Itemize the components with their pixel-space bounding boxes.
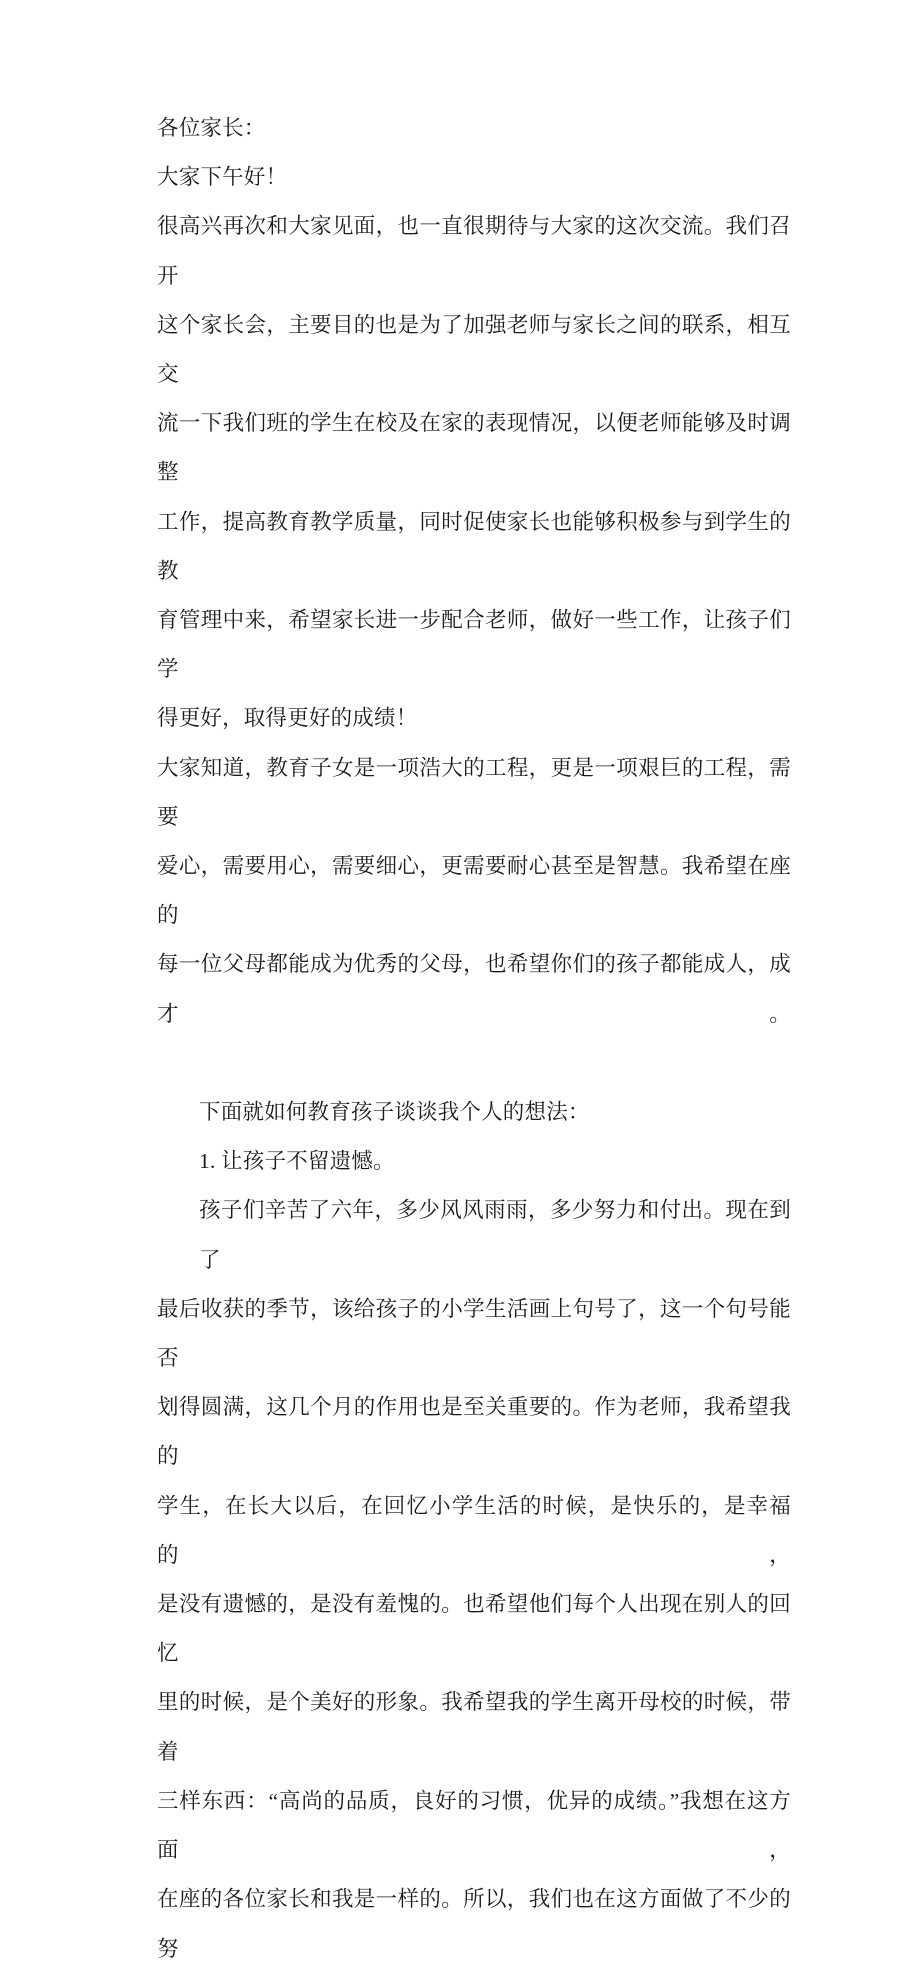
paragraph-1-line-6: 得更好，取得更好的成绩！ bbox=[157, 706, 418, 731]
paragraph-1-line-2: 这个家长会，主要目的也是为了加强老师与家长之间的联系，相互交 bbox=[157, 312, 791, 387]
paragraph-greeting-line: 大家下午好！ bbox=[157, 165, 288, 190]
paragraph-3-line-2: 最后收获的季节，该给孩子的小学生活画上句号了，这一个句号能否 bbox=[157, 1296, 791, 1371]
paragraph-2-line-2: 爱心，需要用心，需要细心，更需要耐心甚至是智慧。我希望在座的 bbox=[157, 854, 791, 928]
paragraph-3-line-6: 里的时候，是个美好的形象。我希望我的学生离开母校的时候，带着 bbox=[157, 1690, 791, 1764]
blank-spacer-line bbox=[157, 1039, 791, 1088]
paragraph-1-line-3: 流一下我们班的学生在校及在家的表现情况，以便老师能够及时调整 bbox=[157, 411, 791, 485]
paragraph-2-line-1: 大家知道，教育子女是一项浩大的工程，更是一项艰巨的工程，需要 bbox=[157, 755, 791, 829]
paragraph-3-line-1: 孩子们辛苦了六年，多少风风雨雨，多少努力和付出。现在到了 bbox=[199, 1198, 791, 1272]
paragraph-3-line-7: 三样东西：“高尚的品质，良好的习惯，优异的成绩。”我想在这方面， bbox=[157, 1788, 791, 1863]
paragraph-3-line-8: 在座的各位家长和我是一样的。所以，我们也在这方面做了不少的努 bbox=[157, 1887, 791, 1961]
paragraph-1-line-5: 育管理中来，希望家长进一步配合老师，做好一些工作，让孩子们学 bbox=[157, 608, 791, 682]
intro-heading-line: 下面就如何教育孩子谈谈我个人的想法： bbox=[199, 1100, 590, 1125]
list-item-1-line: 1. 让孩子不留遗憾。 bbox=[199, 1149, 395, 1174]
paragraph-salutation-line: 各位家长： bbox=[157, 116, 266, 140]
paragraph-1-line-4: 工作，提高教育教学质量，同时促使家长也能够积极参与到学生的教 bbox=[157, 509, 791, 583]
paragraph-3-line-5: 是没有遗憾的，是没有羞愧的。也希望他们每个人出现在别人的回忆 bbox=[157, 1592, 791, 1666]
paragraph-1-line-1: 很高兴再次和大家见面，也一直很期待与大家的这次交流。我们召开 bbox=[157, 214, 791, 288]
paragraph-3-line-3: 划得圆满，这几个月的作用也是至关重要的。作为老师，我希望我的 bbox=[157, 1395, 791, 1469]
paragraph-3-line-4: 学生，在长大以后，在回忆小学生活的时候，是快乐的，是幸福的， bbox=[157, 1493, 791, 1567]
paragraph-2-line-3: 每一位父母都能成为优秀的父母，也希望你们的孩子都能成人，成才。 bbox=[157, 952, 791, 1026]
document-text-body bbox=[157, 104, 791, 1974]
